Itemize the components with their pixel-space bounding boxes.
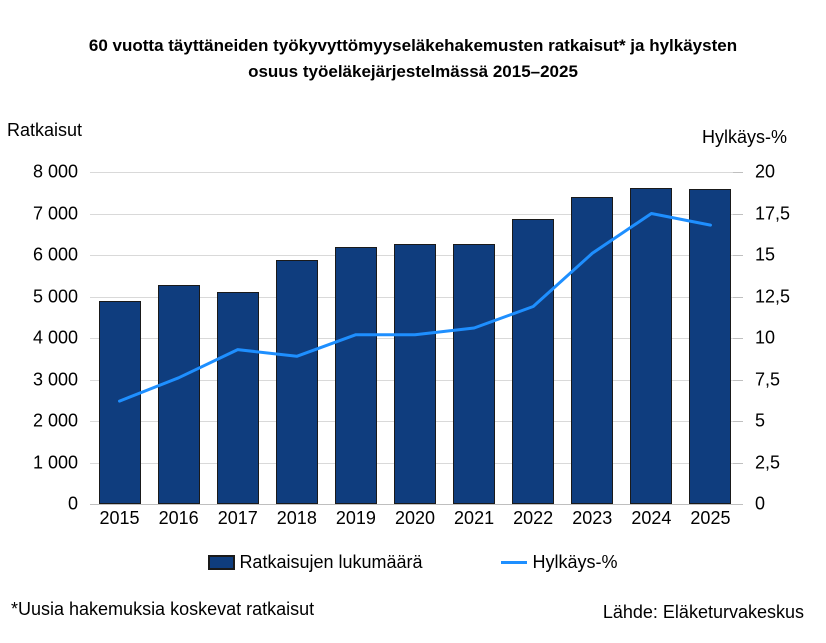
right-axis-tick-label: 10 <box>755 327 776 348</box>
left-axis-tick-label: 3 000 <box>32 369 78 389</box>
footnote: *Uusia hakemuksia koskevat ratkaisut <box>11 599 315 619</box>
x-axis-labels <box>90 508 740 532</box>
left-axis-tick-label: 8 000 <box>32 161 78 182</box>
x-axis-label-2021: 2021 <box>454 508 495 528</box>
chart-title-line1: 60 vuotta täyttäneiden työkyvyttömyyseläkehakemusten ratkaisut* ja hylkäysten <box>88 36 738 55</box>
left-axis-title: Ratkaisut <box>7 120 83 140</box>
legend-item-line-series <box>501 552 618 573</box>
line-series-svg <box>90 172 740 504</box>
left-axis-tick-label: 0 <box>67 493 78 514</box>
rejection-rate-line <box>120 214 711 402</box>
x-axis-label-2022: 2022 <box>513 508 554 528</box>
x-axis-label-2020: 2020 <box>394 508 436 528</box>
left-axis-tick-label: 2 000 <box>32 410 78 431</box>
chart-title <box>0 33 826 85</box>
chart-title-line2: osuus työeläkejärjestelmässä 2015–2025 <box>248 62 578 81</box>
right-axis-tick-label: 5 <box>755 410 766 431</box>
x-axis-label-2023: 2023 <box>572 508 613 528</box>
x-axis-label-2017: 2017 <box>217 508 258 528</box>
right-axis-tick-label: 7,5 <box>755 369 781 389</box>
legend-item-bar-series <box>208 552 422 573</box>
plot-area <box>90 172 740 504</box>
right-axis-tick-mark <box>733 504 743 505</box>
left-axis-tick-label: 7 000 <box>32 203 78 223</box>
right-axis-tick-label: 15 <box>755 244 776 265</box>
x-axis-label-2018: 2018 <box>276 508 317 528</box>
bar-series-swatch <box>208 555 235 570</box>
x-axis-label-2016: 2016 <box>158 508 199 528</box>
x-axis-label-2024: 2024 <box>631 508 672 528</box>
left-axis-tick-label: 5 000 <box>32 286 78 306</box>
source-credit: Lähde: Eläketurvakeskus <box>602 602 804 622</box>
bar-series-label: Ratkaisujen lukumäärä <box>239 552 423 572</box>
right-axis-tick-label: 20 <box>755 161 776 182</box>
right-axis-tick-label: 17,5 <box>755 203 791 223</box>
right-axis-tick-label: 0 <box>755 493 766 514</box>
x-axis-label-2015: 2015 <box>99 508 140 528</box>
left-axis-tick-label: 4 000 <box>32 327 78 348</box>
right-axis-tick-label: 2,5 <box>755 452 781 472</box>
right-axis-tick-label: 12,5 <box>755 286 791 306</box>
line-series-label: Hylkäys-% <box>532 552 618 572</box>
right-axis-title: Hylkäys-% <box>702 127 788 147</box>
left-axis-tick-labels <box>0 161 80 514</box>
left-axis-tick-label: 1 000 <box>32 452 78 472</box>
left-axis-tick-label: 6 000 <box>32 244 78 265</box>
legend <box>0 552 826 573</box>
line-series-swatch <box>501 561 527 564</box>
x-axis-label-2025: 2025 <box>690 508 731 528</box>
x-axis-line <box>90 504 740 505</box>
right-axis-tick-labels <box>755 161 825 514</box>
x-axis-label-2019: 2019 <box>335 508 376 528</box>
